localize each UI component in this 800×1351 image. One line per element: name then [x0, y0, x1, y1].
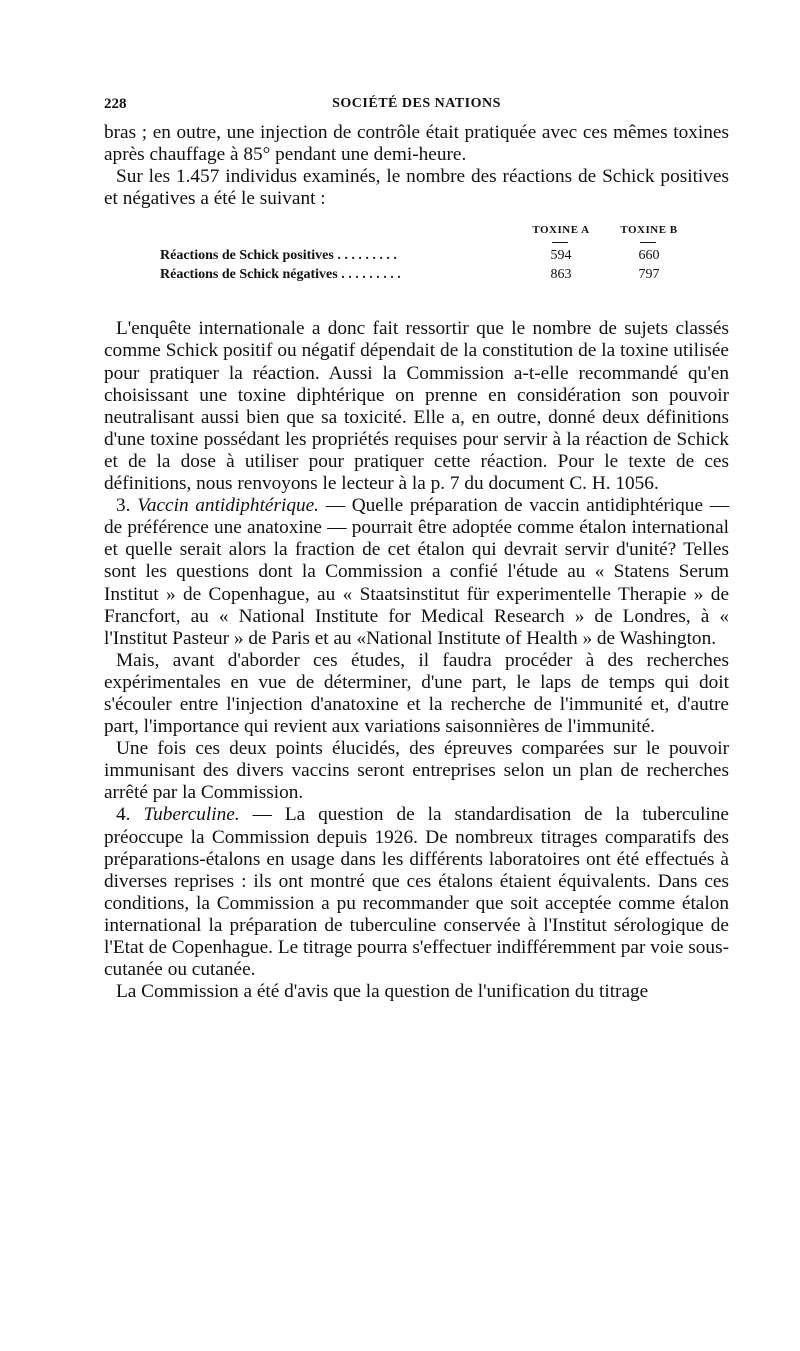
section-number: 4.: [116, 804, 131, 826]
column-dash: [640, 242, 656, 243]
paragraph-titrage: La Commission a été d'avis que la question de l'unification du titrage: [116, 981, 649, 1003]
column-dash: [552, 242, 568, 243]
value-toxine-b: 660: [638, 248, 660, 264]
schick-reactions-table: [104, 224, 729, 286]
paragraph-individus: Sur les 1.457 individus examinés, le nombre des réactions de Schick positives et négatives a été le suivant :: [104, 166, 729, 210]
column-header-toxine-b: TOXINE B: [620, 224, 678, 237]
column-header-toxine-a: TOXINE A: [532, 224, 590, 237]
table-row: [104, 248, 729, 267]
paragraph-etudes: Mais, avant d'aborder ces études, il faudra procéder à des recherches expérimentales en vue de déterminer, d'une part, le laps de temps qui doit s'écouler entre l'injection d'anatoxine et la recherche de l'immunité et, d'autre part, l'importance qui revient aux variations saisonnières de l'immunité.: [104, 649, 729, 738]
table-header: [104, 224, 729, 248]
paragraph-vaccin: [104, 495, 729, 650]
paragraph-continuation: bras ; en outre, une injection de contrôle était pratiquée avec ces mêmes toxines après chauffage à 85° pendant une demi-heure.: [104, 122, 729, 166]
row-label: Réactions de Schick négatives . . . . . . . . .: [160, 267, 401, 283]
document-page: [104, 96, 729, 1003]
paragraph-tuberculine: [104, 804, 729, 981]
table-row: [104, 267, 729, 286]
section-text: — La question de la standardisation de la tuberculine préoccupe la Commission depuis 1926. De nombreux titrages comparatifs des préparations-étalons en usage dans les différents laboratoires ont été effectués à diverses reprises : ils ont montré que ces étalons étaient équivalents. Dans ces conditions, la Commission a pu recommander que soit acceptée comme étalon international la préparation de tuberculine conservée à l'Institut sérologique de l'Etat de Copenhague. Le titrage pourra s'effectuer indifféremment par voie sous-cutanée ou cutanée.: [104, 804, 729, 981]
section-number: 3.: [116, 495, 131, 517]
value-toxine-a: 863: [550, 267, 572, 283]
value-toxine-a: 594: [550, 248, 572, 264]
paragraph-enquete: L'enquête internationale a donc fait ressortir que le nombre de sujets classés comme Schick positif ou négatif dépendait de la constitution de la toxine utilisée pour pratiquer la réaction. Aussi la Commission a-t-elle recommandé qu'en choisissant une toxine diphtérique on prenne en considération son pouvoir neutralisant aussi bien que sa toxicité. Elle a, en outre, donné deux définitions d'une toxine possédant les propriétés requises pour servir à la réaction de Schick et de la dose à utiliser pour pratiquer cette réaction. Pour le texte de ces définitions, nous renvoyons le lecteur à la p. 7 du document C. H. 1056.: [104, 318, 729, 495]
section-title: Tuberculine.: [143, 804, 240, 826]
page-header: [104, 96, 729, 122]
row-label: Réactions de Schick positives . . . . . . . . .: [160, 248, 397, 264]
running-title: SOCIÉTÉ DES NATIONS: [332, 96, 501, 111]
paragraph-epreuves: Une fois ces deux points élucidés, des épreuves comparées sur le pouvoir immunisant des divers vaccins seront entreprises selon un plan de recherches arrêté par la Commission.: [104, 738, 729, 804]
section-title: Vaccin antidiphtérique.: [137, 495, 320, 517]
section-text: — Quelle préparation de vaccin antidiphtérique — de préférence une anatoxine — pourrait être adoptée comme étalon international et quelle serait alors la fraction de cet étalon qui devrait servir d'unité? Telles sont les questions dont la Commission a confié l'étude au « Statens Serum Institut » de Copenhague, au « Staatsinstitut für experimentelle Therapie » de Francfort, au « National Institute for Medical Research » de Londres, à « l'Institut Pasteur » de Paris et au «National Institute of Health » de Washington.: [104, 495, 729, 649]
value-toxine-b: 797: [638, 267, 660, 283]
page-number: 228: [104, 96, 127, 112]
